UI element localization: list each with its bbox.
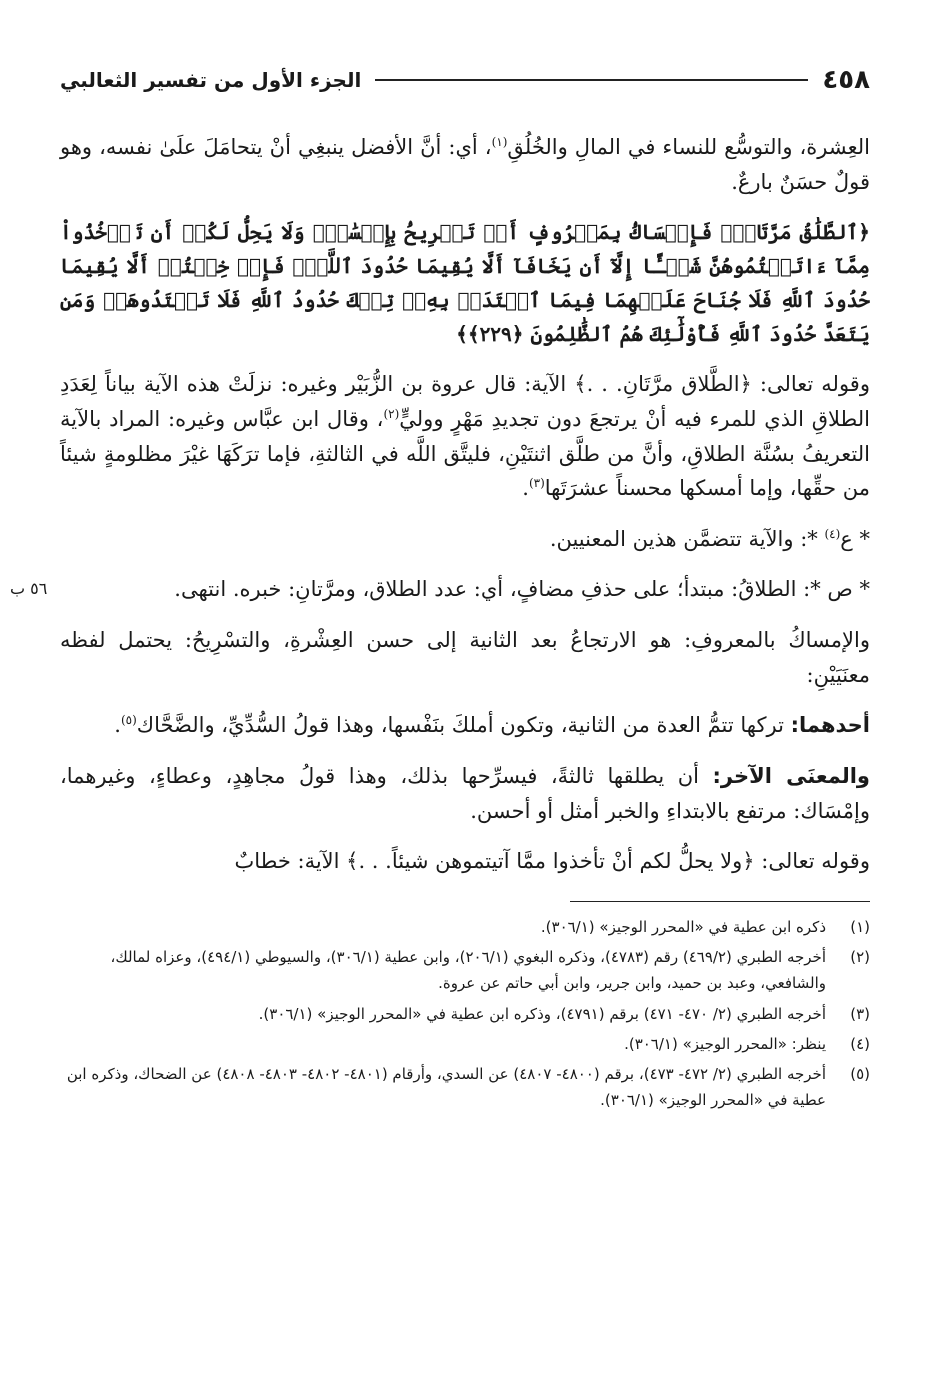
- paragraph-7-text: أن يطلقها ثالثةً، فيسرِّحها بذلك، وهذا قولُ مجاهِدٍ، وعطاءٍ، وغيرهما، وإمْسَاك: مرتفع بالابتداءِ والخبر أمثل أو أحسن.: [60, 764, 870, 823]
- footnote-ref-4: (٤): [824, 526, 841, 541]
- footnote-number: (٣): [850, 1004, 870, 1023]
- footnote-text: أخرجه الطبري (٤٦٩/٢) رقم (٤٧٨٣)، وذكره البغوي (٢٠٦/١)، وابن عطية (٣٠٦/١)، والسيوطي (٤٩٤/١)، وعزاه لمالك، والشافعي، وعبد بن حميد، وابن جرير، وابن أبي حاتم عن عروة.: [110, 948, 826, 993]
- footnote-5: [60, 1061, 870, 1114]
- main-text: [10, 130, 871, 879]
- paragraph-5-text: والإمساكُ بالمعروفِ: هو الارتجاعُ بعد الثانية إلى حسن العِشْرةِ، والتسْرِيحُ: يحتمل لفظه معنَيَيْنِ:: [60, 628, 870, 687]
- paragraph-8: [60, 844, 870, 879]
- paragraph-8-text: وقوله تعالى: ﴿ولا يحلُّ لكم أنْ تأخذوا ممَّا آتيتموهن شيئاً. . .﴾ الآية: خطابٌ: [234, 849, 870, 874]
- paragraph-1-text: العِشرة، والتوسُّع للنساء في المالِ والخُلُقِ: [507, 135, 870, 159]
- footnotes: [60, 914, 870, 1114]
- footnote-number: (٢): [850, 948, 870, 967]
- book-page: [10, 60, 871, 1118]
- paragraph-5: [60, 623, 870, 692]
- footnote-rule: [570, 901, 870, 902]
- paragraph-7: [60, 759, 870, 828]
- footnote-ref-5: (٥): [120, 713, 137, 728]
- footnote-ref-3: (٣): [528, 476, 545, 491]
- footnote-2: [60, 944, 870, 997]
- page-number: ٤٥٨: [822, 65, 870, 95]
- page-header: [60, 60, 870, 100]
- term-second-meaning: والمعنَى الآخر:: [712, 764, 870, 789]
- paragraph-3-text: * ع: [840, 526, 870, 551]
- paragraph-2: [60, 367, 870, 506]
- manuscript-folio-note: ٥٦ ب: [10, 579, 48, 599]
- paragraph-3-rest: *: والآية تتضمَّن هذين المعنيين.: [549, 526, 825, 551]
- paragraph-4: [10, 572, 870, 607]
- header-rule: [375, 79, 808, 81]
- paragraph-2-rest: ، وقال ابن عبَّاس وغيره: المراد بالآية التعريفُ بسُنَّة الطلاقِ، وأنَّ من طلَّق اثنتَيْنِ، فليتَّق اللَّه في الثالثةِ، فإما ترَكَهَا غيْرَ مظلومةٍ شيئاً من حقِّها، وإما أمسكها محسناً عشرَتَها: [60, 406, 870, 501]
- verse-text: ٱلطَّلَٰقُ مَرَّتَانِۖ فَإِمۡسَاكُۢ بِمَعۡرُوفٍ أَوۡ تَسۡرِيحُۢ بِإِحۡسَٰنٖۗ وَلَا يَحِلُّ لَكُمۡ أَن تَأۡخُذُواْ مِمَّآ ءَاتَيۡتُمُوهُنَّ شَيۡـًٔا إِلَّآ أَن يَخَافَآ أَلَّا يُقِيمَا حُدُودَ ٱللَّهِۖ فَإِنۡ خِفۡتُمۡ أَلَّا يُقِيمَا حُدُودَ ٱللَّهِ فَلَا جُنَاحَ عَلَيۡهِمَا فِيمَا ٱفۡتَدَتۡ بِهِۦۗ تِلۡكَ حُدُودُ ٱللَّهِ فَلَا تَعۡتَدُوهَاۚ وَمَن يَتَعَدَّ حُدُودَ ٱللَّهِ فَأُوْلَٰٓئِكَ هُمُ ٱلظَّٰلِمُونَ: [60, 220, 870, 347]
- verse-number: ﴿٢٢٩﴾: [467, 322, 524, 347]
- paragraph-3: [60, 522, 870, 557]
- footnote-text: أخرجه الطبري (٢/ ٤٧٠- ٤٧١) برقم (٤٧٩١)، وذكره ابن عطية في «المحرر الوجيز» (٣٠٦/١).: [258, 1004, 826, 1023]
- footnote-ref-2: (٢): [383, 406, 400, 421]
- paragraph-1: [60, 130, 870, 199]
- paragraph-6: [60, 708, 870, 743]
- running-title: الجزء الأول من تفسير الثعالبي: [60, 68, 362, 92]
- footnote-number: (١): [850, 917, 870, 936]
- paragraph-2-end: .: [522, 476, 529, 501]
- footnote-text: ذكره ابن عطية في «المحرر الوجيز» (٣٠٦/١).: [540, 917, 826, 936]
- verse-close-bracket: ﴾: [456, 322, 468, 347]
- paragraph-1-rest: ، أي: أنَّ الأفضل ينبغِي أنْ يتحامَلَ علَىٰ نفسه، وهو قولٌ حسَنٌ بارعٌ.: [60, 135, 870, 194]
- paragraph-4-text: * ص *: الطلاقُ: مبتدأ؛ على حذفِ مضافٍ، أي: عدد الطلاق، ومرَّتانِ: خبره. انتهى.: [174, 577, 870, 602]
- paragraph-6-text: تركها تتمُّ العدة من الثانية، وتكون أملكَ بنَفْسها، وهذا قولُ السُّدِّيِّ، والضَّحَّاك: [136, 713, 791, 738]
- footnote-3: [60, 1001, 870, 1027]
- footnote-ref-1: (١): [491, 135, 508, 149]
- footnote-text: ينظر: «المحرر الوجيز» (٣٠٦/١).: [624, 1034, 826, 1053]
- footnote-text: أخرجه الطبري (٢/ ٤٧٢- ٤٧٣)، برقم (٤٨٠٠- ٤٨٠٧) عن السدي، وأرقام (٤٨٠١- ٤٨٠٢- ٤٨٠٣- ٤٨٠٨) عن الضحاك، وذكره ابن عطية في «المحرر الوجيز» (٣٠٦/١).: [66, 1065, 826, 1110]
- quran-verse: [60, 215, 870, 351]
- footnote-number: (٤): [850, 1034, 870, 1053]
- footnote-1: [60, 914, 870, 940]
- footnote-number: (٥): [850, 1065, 870, 1084]
- paragraph-6-end: .: [114, 713, 121, 738]
- verse-open-bracket: ﴿: [858, 220, 870, 245]
- paragraph-2-text: وقوله تعالى: ﴿الطَّلاق مرَّتَانِ. . .﴾ الآية: قال عروة بن الزُّبَيْر وغيره: نزلَتْ هذه الآية بياناً لِعَدَدِ الطلاقِ الذي للمرء فيه أنْ يرتجعَ دون تجديدِ مَهْرٍ ووليٍّ: [60, 372, 871, 431]
- footnote-4: [60, 1031, 870, 1057]
- term-first-meaning: أحدهما:: [790, 713, 870, 738]
